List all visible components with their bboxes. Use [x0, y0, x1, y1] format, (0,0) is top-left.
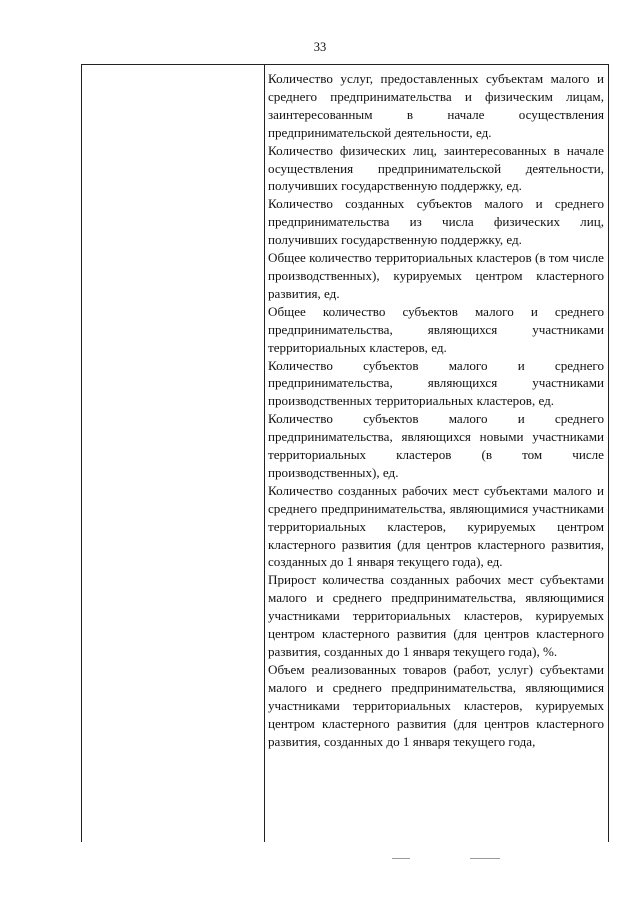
indicator-paragraph: Количество услуг, предоставленных субъектам малого и среднего предпринимательства и физическим лицам, заинтересованным в начале осуществления предпринимательской деятельности, ед.	[268, 71, 604, 140]
page-number: 33	[313, 40, 327, 54]
table-left-cell-empty	[82, 65, 265, 842]
indicator-paragraph: Общее количество территориальных кластеров (в том числе производственных), курируемых центром кластерного развития, ед.	[268, 250, 604, 301]
indicator-paragraph: Прирост количества созданных рабочих мест субъектами малого и среднего предпринимательства, являющимися участниками территориальных кластеров, курируемых центром кластерного развития (для центров кластерного развития, созданных до 1 января текущего года), %.	[268, 572, 604, 659]
indicator-paragraph: Количество созданных субъектов малого и среднего предпринимательства из числа физических лиц, получивших государственную поддержку, ед.	[268, 196, 604, 248]
indicators-table	[81, 64, 609, 842]
indicator-paragraph: Количество субъектов малого и среднего предпринимательства, являющихся участниками производственных территориальных кластеров, ед.	[268, 357, 604, 409]
indicator-paragraph: Количество физических лиц, заинтересованных в начале осуществления предпринимательской деятельности, получивших государственную поддержку, ед.	[268, 142, 604, 194]
indicator-paragraph: Количество созданных рабочих мест субъектами малого и среднего предпринимательства, являющимися участниками территориальных кластеров, курируемых центром кластерного развития (для центров кластерного развития, созданных до 1 января текущего года), ед.	[268, 482, 604, 570]
indicator-paragraph: Объем реализованных товаров (работ, услуг) субъектами малого и среднего предпринимательства, являющимися участниками территориальных кластеров, курируемых центром кластерного развития (для центров кластерного развития, созданных до 1 января текущего года,	[268, 661, 604, 749]
scan-artifact-line	[0, 858, 640, 859]
indicator-paragraph: Количество субъектов малого и среднего предпринимательства, являющихся новыми участниками территориальных кластеров (в том числе производственных), ед.	[268, 411, 604, 480]
table-right-cell	[265, 65, 608, 842]
indicator-paragraph: Общее количество субъектов малого и среднего предпринимательства, являющихся участниками территориальных кластеров, ед.	[268, 303, 604, 355]
